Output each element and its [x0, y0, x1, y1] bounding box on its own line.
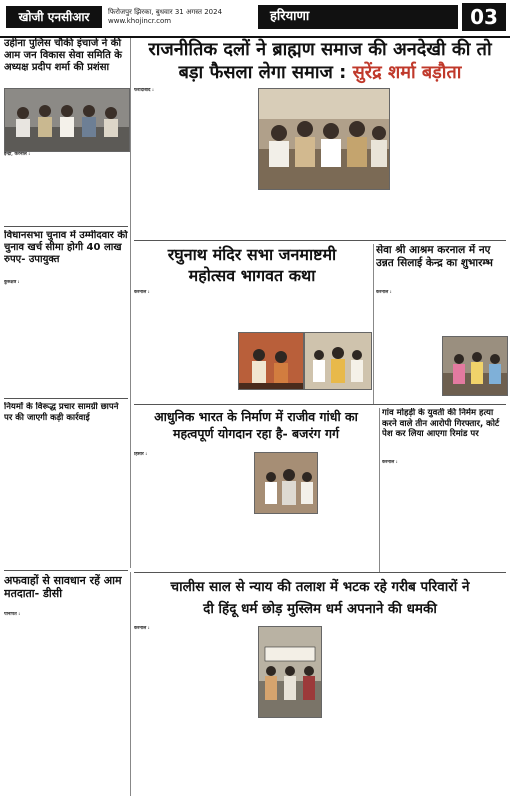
rajiv-story-body-col4: [320, 452, 376, 570]
website-line: www.khojincr.com: [108, 17, 172, 25]
village-story-headline: गांव मोहड़ी के युवती की निर्मम हत्या करने वाले तीन आरोपी गिरफ्तार, कोर्ट पेश कर लिया आएगा रिमांड पर: [382, 408, 500, 439]
lead-headline-line1: राजनीतिक दलों ने ब्राह्मण समाज की अनदेखी की तो: [148, 39, 492, 60]
left-story2-body: [4, 280, 128, 396]
village-story-body-col1: [382, 460, 442, 570]
lead-headline-line2: [132, 61, 508, 84]
mandir-photo-caption: [238, 390, 370, 402]
section-title: हरियाणा: [258, 5, 458, 29]
mid-story-headline: [134, 244, 370, 288]
divider: [4, 570, 128, 571]
bottom-story-body-col5: [386, 626, 444, 796]
divider: [134, 572, 506, 573]
masthead: [0, 0, 510, 38]
mid-story-dateline: करनाल :: [134, 290, 150, 295]
lead-headline: [132, 38, 508, 86]
rajiv-story-headline: [134, 408, 378, 450]
mid-story-body-col1: [134, 290, 182, 400]
lead-story-body-col1: [134, 88, 192, 238]
right-story-headline: सेवा श्री आश्रम करनाल में नए उन्नत सिलाई केन्द्र का शुभारम्भ: [376, 244, 493, 269]
mid-story-body-col5: [338, 290, 370, 330]
right-story-body-col2: [442, 290, 506, 334]
lead-story-body-col3: [392, 88, 448, 238]
column-divider: [373, 244, 374, 404]
bottom-story-body-col2: [196, 626, 254, 796]
left-story2-headline: विधानसभा चुनाव में उम्मीदवार की चुनाव खर्च सीमा होगी 40 लाख रुपए- उपायुक्त: [4, 230, 128, 265]
bottom-story-headline-line1: चालीस साल से न्याय की तलाश में भटक रहे गरीब परिवारों ने: [170, 579, 470, 595]
lead-headline-line2-a: बड़ा फैसला लेगा समाज :: [178, 62, 353, 83]
rumor-story-body: [4, 612, 128, 796]
right-story-body-col1: [376, 290, 438, 402]
divider: [134, 404, 506, 405]
rajiv-story-body-col2: [194, 452, 250, 570]
divider: [134, 240, 506, 241]
rumor-story-headline: अफवाहों से सावधान रहें आम मतदाता- डीसी: [4, 574, 122, 600]
left-story1-body: [4, 152, 128, 224]
bottom-story-body-col6: [448, 626, 506, 796]
column-divider: [130, 572, 131, 796]
lead-dateline: फरीदाबाद :: [134, 88, 154, 93]
rajiv-event-photo: [254, 452, 318, 514]
left-story3-headline: नियमों के विरूद्ध प्रचार सामग्री छापने पर की जाएगी कड़ी कार्रवाई: [4, 402, 119, 423]
mandir-photo-left: [238, 332, 304, 390]
left-story2-dateline: कुरुक्षेत्र :: [4, 280, 20, 285]
rajiv-story-dateline: हिसार :: [134, 452, 148, 457]
lead-headline-line2-b: सुरेंद्र शर्मा बड़ौता: [352, 62, 462, 83]
right-story-dateline: करनाल :: [376, 290, 392, 295]
divider: [4, 226, 128, 227]
left-story1-dateline: इन्द्री, करनाल :: [4, 152, 31, 157]
village-story-dateline: करनाल :: [382, 460, 398, 465]
lead-story-body-col2: [196, 88, 254, 238]
divider: [4, 398, 128, 399]
bottom-story-dateline: करनाल :: [134, 626, 150, 631]
rumor-story-dateline: पानीपत :: [4, 612, 21, 617]
bottom-story-headline: [134, 576, 506, 624]
page-number: 03: [462, 3, 506, 31]
mandir-photo-right: [304, 332, 372, 390]
village-story-body-col2: [446, 460, 506, 570]
column-divider: [130, 38, 131, 568]
rajiv-story-headline-line1: आधुनिक भारत के निर्माण में राजीव गांधी का: [154, 409, 358, 424]
mid-story-body-col3: [238, 290, 284, 330]
left-story3-body: [4, 438, 128, 568]
issue-date: [108, 8, 222, 26]
bottom-story-body-col1: [134, 626, 192, 796]
sewing-centre-photo: [442, 336, 508, 396]
newspaper-logo: खोजी एनसीआर: [6, 6, 102, 28]
rajiv-story-headline-line2: महत्वपूर्ण योगदान रहा है- बजरंग गर्ग: [172, 426, 340, 441]
mid-story-headline-line2: महोत्सव भागवत कथा: [188, 266, 316, 285]
mid-story-body-col2: [186, 290, 234, 400]
protest-photo: [258, 626, 322, 718]
column-divider: [379, 408, 380, 572]
bottom-story-body-col4: [324, 626, 382, 796]
bottom-story-body-col3: [258, 720, 320, 796]
left-story1-headline: उहीना पुलिस चौकी इंचार्ज ने की आम जन विकास सेवा समिति के अध्यक्ष प्रदीप शर्मा की प्रशंसा: [4, 38, 122, 73]
bottom-story-headline-line2: दी हिंदू धर्म छोड़ मुस्लिम धर्म अपनाने की धमकी: [203, 601, 437, 617]
lead-story-body-col4: [452, 88, 506, 238]
rajiv-story-body-col3: [254, 514, 316, 570]
rajiv-story-body-col1: [134, 452, 190, 570]
lead-meeting-photo: [258, 88, 390, 190]
lead-story-body-col5: [258, 190, 388, 238]
date-line: फिरोजपुर झिरका, बुधवार 31 अगस्त 2024: [108, 8, 223, 16]
mid-story-headline-line1: रघुनाथ मंदिर सभा जनमाष्टमी: [167, 245, 337, 264]
mid-story-body-col4: [288, 290, 334, 330]
meeting-photo-left: [4, 88, 130, 152]
